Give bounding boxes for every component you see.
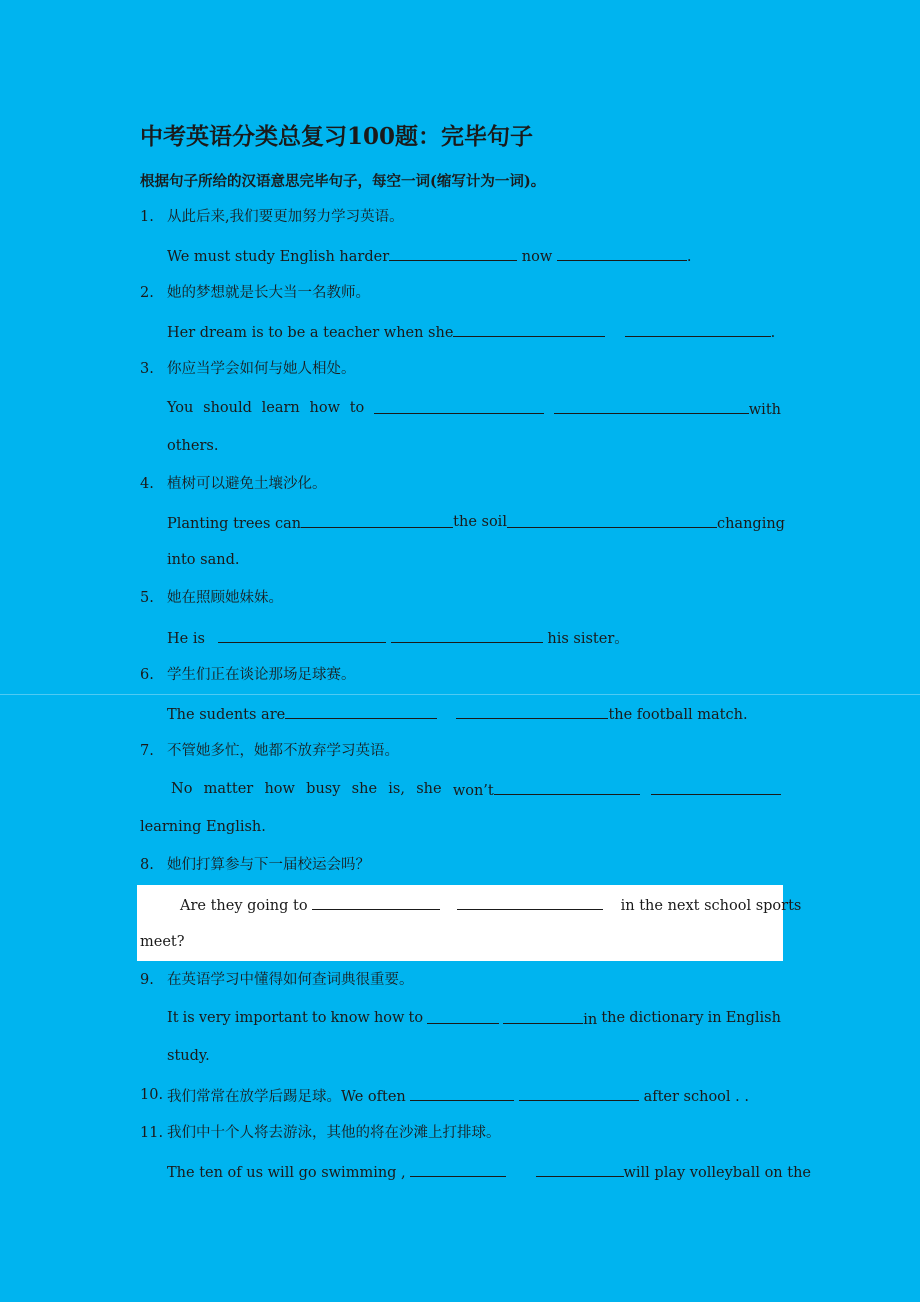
answer-blank[interactable] [494, 779, 640, 795]
question-8-en-cont: meet? [140, 934, 185, 950]
question-cn-text: 在英语学习中懂得如何查词典很重要。 [167, 972, 414, 988]
answer-blank[interactable] [507, 512, 717, 528]
question-1-en: We must study English harder now . [167, 245, 691, 267]
question-cn-text: 她在照顾她妹妹。 [167, 590, 283, 606]
answer-blank[interactable] [427, 1008, 499, 1024]
answer-blank[interactable] [218, 627, 386, 643]
page-title: 中考英语分类总复习100题：完毕句子 [140, 123, 534, 150]
question-number: 8. [140, 857, 154, 873]
answer-blank[interactable] [456, 703, 608, 719]
answer-blank[interactable] [457, 894, 603, 910]
question-number: 7. [140, 743, 154, 759]
question-number: 5. [140, 590, 154, 606]
answer-blank[interactable] [554, 398, 749, 414]
answer-blank[interactable] [503, 1008, 583, 1024]
question-cn-text: 我们中十个人将去游泳，其他的将在沙滩上打排球。 [167, 1125, 501, 1141]
question-9-en: It is very important to know how to in the dictionary in English [167, 1010, 781, 1028]
question-number: 3. [140, 361, 154, 377]
question-cn-text: 不管她多忙，她都不放弃学习英语。 [167, 743, 399, 759]
question-cn-text: 从此后来,我们要更加努力学习英语。 [167, 209, 404, 225]
question-cn-text: 我们常常在放学后踢足球。We often [167, 1089, 406, 1105]
question-7-en-cont: learning English. [140, 819, 266, 835]
instruction-text: 根据句子所给的汉语意思完毕句子，每空一词(缩写计为一词)。 [140, 173, 546, 190]
answer-blank[interactable] [312, 894, 440, 910]
question-7-en: No matter how busy she is, she won’t [171, 779, 781, 801]
question-8-en: Are they going to in the next school sports [180, 894, 801, 916]
page-divider [0, 694, 920, 695]
answer-blank[interactable] [410, 1085, 514, 1101]
answer-blank[interactable] [625, 321, 771, 337]
answer-blank[interactable] [389, 245, 517, 261]
question-3-en-cont: others. [167, 438, 219, 454]
question-number: 6. [140, 667, 154, 683]
answer-blank[interactable] [285, 703, 437, 719]
question-6-en: The sudents are the football match. [167, 703, 748, 725]
question-cn-text: 她的梦想就是长大当一名教师。 [167, 285, 370, 301]
question-2-en: Her dream is to be a teacher when she . [167, 321, 775, 343]
question-cn-text: 学生们正在谈论那场足球赛。 [167, 667, 356, 683]
answer-blank[interactable] [410, 1161, 506, 1177]
question-9-en-cont: study. [167, 1048, 210, 1064]
question-cn-text: 植树可以避免土壤沙化。 [167, 476, 327, 492]
question-cn-text: 她们打算参与下一届校运会吗？ [167, 857, 370, 873]
question-number: 4. [140, 476, 154, 492]
answer-blank[interactable] [651, 779, 781, 795]
answer-blank[interactable] [453, 321, 605, 337]
question-number: 1. [140, 209, 154, 225]
question-number: 11. [140, 1125, 164, 1141]
answer-blank[interactable] [519, 1085, 639, 1101]
question-cn-text: 你应当学会如何与她人相处。 [167, 361, 356, 377]
question-number: 2. [140, 285, 154, 301]
question-4-en: Planting trees can the soil changing [167, 514, 785, 532]
answer-blank[interactable] [301, 512, 453, 528]
question-5-en: He is his sister。 [167, 627, 629, 649]
answer-blank[interactable] [557, 245, 687, 261]
question-4-en-cont: into sand. [167, 552, 240, 568]
question-number: 9. [140, 972, 154, 988]
answer-blank[interactable] [374, 398, 544, 414]
question-number: 10. [140, 1087, 164, 1103]
question-3-en: You should learn how to with [167, 400, 781, 418]
answer-blank[interactable] [391, 627, 543, 643]
question-11-en: The ten of us will go swimming , will play volleyball on the [167, 1161, 811, 1183]
answer-blank[interactable] [536, 1161, 624, 1177]
